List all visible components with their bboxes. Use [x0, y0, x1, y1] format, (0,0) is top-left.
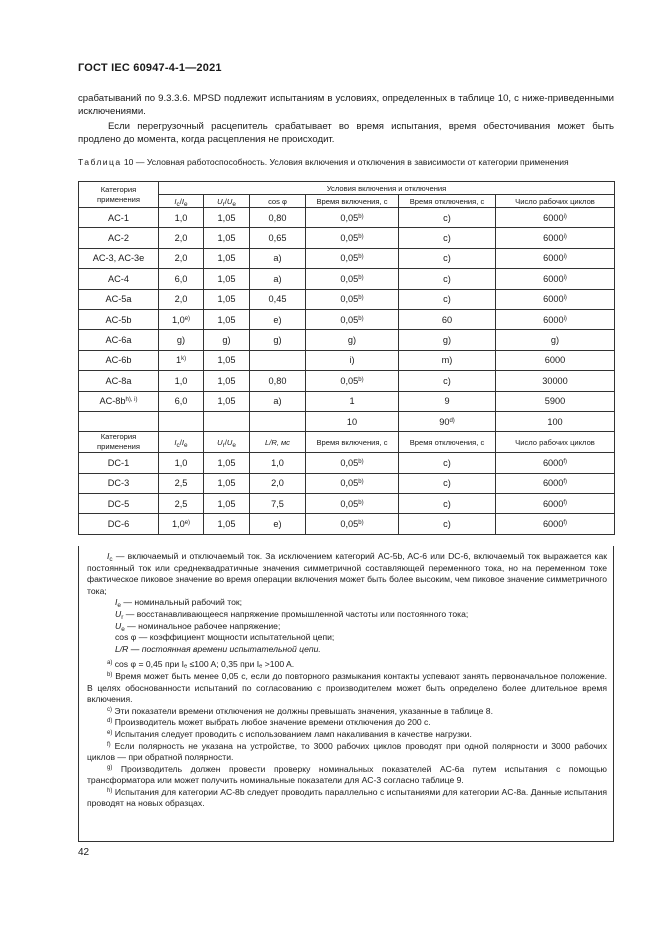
break-time-cell: c)	[399, 514, 496, 534]
category-cell	[79, 411, 159, 431]
col-break-time: Время отключения, с	[399, 195, 496, 208]
ic-ie-cell: 1$^{k)}$	[159, 350, 204, 370]
conditions-group-header: Условия включения и отключения	[159, 182, 615, 195]
ur-ue-cell: 1,05	[204, 350, 250, 370]
break-time-cell: c)	[399, 494, 496, 514]
cycles-cell: 6000$^{i)}$	[496, 248, 615, 268]
cos-phi-cell	[250, 350, 306, 370]
table-row	[79, 514, 615, 534]
ic-ie-cell: 2,0	[159, 228, 204, 248]
lr-cell: 1,0	[250, 453, 306, 473]
table-row	[79, 289, 615, 309]
make-time-cell: 0,05$^{b)}$	[306, 208, 399, 228]
ur-ue-cell: 1,05	[204, 514, 250, 534]
ur-ue-cell: g)	[204, 330, 250, 350]
make-time-cell: 0,05$^{b)}$	[306, 453, 399, 473]
footnote-a: $^{a)}$ cos φ = 0,45 при Iₑ ≤100 A; 0,35 при Iₑ >100 A.	[107, 659, 295, 670]
make-time-cell: 0,05$^{b)}$	[306, 228, 399, 248]
table-row	[79, 208, 615, 228]
col-make-time: Время включения, с	[306, 195, 399, 208]
cycles-cell: 6000$^{f)}$	[496, 514, 615, 534]
table-caption	[78, 157, 614, 168]
make-time-cell: 0,05$^{b)}$	[306, 514, 399, 534]
note-ie: $I_e$ — номинальный рабочий ток;	[115, 597, 242, 610]
footnote-d: $^{d)}$ Производитель может выбрать любое значение времени отключения до 200 с.	[107, 717, 431, 728]
break-time-cell: c)	[399, 208, 496, 228]
ic-ie-cell: 2,0	[159, 289, 204, 309]
cycles-cell: 5900	[496, 391, 615, 411]
col-lr: L/R, мс	[250, 432, 306, 453]
table-row	[79, 228, 615, 248]
category-cell: AC-6b	[79, 350, 159, 370]
ic-ie-cell: 2,0	[159, 248, 204, 268]
col-ur-ue: $U_r/U_e$	[204, 195, 250, 208]
break-time-cell: g)	[399, 330, 496, 350]
ur-ue-cell	[204, 411, 250, 431]
lr-cell: 7,5	[250, 494, 306, 514]
cycles-cell: 6000$^{i)}$	[496, 289, 615, 309]
col-ic-ie: $I_c/I_e$	[159, 195, 204, 208]
cycles-cell: 6000$^{f)}$	[496, 494, 615, 514]
table-row	[79, 494, 615, 514]
category-header-dc: Категория применения	[79, 432, 159, 453]
note-lr: L/R — постоянная времени испытательной цепи.	[115, 643, 321, 654]
ic-ie-cell	[159, 411, 204, 431]
break-time-cell: 9	[399, 391, 496, 411]
ur-ue-cell: 1,05	[204, 494, 250, 514]
footnote-g: $^{g)}$ Производитель должен провести проверку номинальных показателей AC-6a путем испытания с помощью трансформатора или может получить номинальные показатели для AC-3 согласно таблице 9.	[87, 763, 608, 786]
col-cycles-dc: Число рабочих циклов	[496, 432, 615, 453]
note-cos: cos φ — коэффициент мощности испытательной цепи;	[115, 632, 335, 643]
table-row	[79, 269, 615, 289]
cycles-cell: 100	[496, 411, 615, 431]
make-time-cell: 0,05$^{b)}$	[306, 309, 399, 329]
col-cos-phi: cos φ	[250, 195, 306, 208]
ic-ie-cell: 2,5	[159, 494, 204, 514]
category-header: Категория применения	[79, 182, 159, 208]
table-row	[79, 330, 615, 350]
cos-phi-cell: 0,80	[250, 371, 306, 391]
ur-ue-cell: 1,05	[204, 248, 250, 268]
category-cell: DC-1	[79, 453, 159, 473]
table-row	[79, 248, 615, 268]
table-caption-text: 10 — Условная работоспособность. Условия включения и отключения в зависимости от категории применения	[123, 157, 569, 167]
break-time-cell: 90$^{d)}$	[399, 411, 496, 431]
ur-ue-cell: 1,05	[204, 269, 250, 289]
category-cell: $AC-8b^{h), i)}$	[79, 391, 159, 411]
cos-phi-cell: a)	[250, 391, 306, 411]
break-time-cell: c)	[399, 371, 496, 391]
ur-ue-cell: 1,05	[204, 309, 250, 329]
ur-ue-cell: 1,05	[204, 289, 250, 309]
cycles-cell: 6000$^{i)}$	[496, 208, 615, 228]
lr-cell: e)	[250, 514, 306, 534]
note-ue: $U_e$ — номинальное рабочее напряжение;	[115, 620, 281, 633]
cycles-cell: 6000$^{i)}$	[496, 269, 615, 289]
cycles-cell: g)	[496, 330, 615, 350]
table-row	[79, 473, 615, 493]
cos-phi-cell: 0,45	[250, 289, 306, 309]
category-cell: DC-3	[79, 473, 159, 493]
col-make-time-dc: Время включения, с	[306, 432, 399, 453]
category-cell: AC-8a	[79, 371, 159, 391]
make-time-cell: g)	[306, 330, 399, 350]
footnote-f: $^{f)}$ Если полярность не указана на устройстве, то 3000 рабочих циклов проводят при одной полярности и 3000 рабочих циклов — при обратной полярности.	[87, 740, 607, 763]
ic-ie-cell: 1,0	[159, 208, 204, 228]
ic-ie-cell: 6,0	[159, 269, 204, 289]
make-time-cell: i)	[306, 350, 399, 370]
category-cell: AC-1	[79, 208, 159, 228]
col-cycles: Число рабочих циклов	[496, 195, 615, 208]
cos-phi-cell: 0,65	[250, 228, 306, 248]
break-time-cell: m)	[399, 350, 496, 370]
break-time-cell: c)	[399, 289, 496, 309]
category-cell: AC-3, AC-3e	[79, 248, 159, 268]
note-ur: $U_r$ — восстанавливающееся напряжение промышленной частоты или постоянного тока;	[115, 608, 469, 621]
ic-ie-cell: 6,0	[159, 391, 204, 411]
category-cell: DC-5	[79, 494, 159, 514]
break-time-cell: 60	[399, 309, 496, 329]
ic-ie-cell: 1,0	[159, 371, 204, 391]
make-time-cell: 0,05$^{b)}$	[306, 269, 399, 289]
lr-cell: 2,0	[250, 473, 306, 493]
category-cell: AC-2	[79, 228, 159, 248]
table-row	[79, 411, 615, 431]
break-time-cell: c)	[399, 228, 496, 248]
table-row	[79, 309, 615, 329]
make-time-cell: 0,05$^{b)}$	[306, 494, 399, 514]
category-cell: AC-4	[79, 269, 159, 289]
page-number: 42	[78, 847, 90, 858]
cos-phi-cell: g)	[250, 330, 306, 350]
make-time-cell: 0,05$^{b)}$	[306, 248, 399, 268]
ic-ie-cell: g)	[159, 330, 204, 350]
footnote-e: $^{e)}$ Испытания следует проводить с использованием ламп накаливания в качестве нагрузки.	[107, 728, 472, 739]
ic-ie-cell: 1,0$^{e)}$	[159, 514, 204, 534]
ur-ue-cell: 1,05	[204, 208, 250, 228]
footnote-b: $^{b)}$ Время может быть менее 0,05 с, если до повторного размыкания контакты успевают занять первоначальное положение. В целях обоснованности испытаний по согласованию с производителем может быть определено более длительное время включения.	[87, 670, 607, 705]
category-cell: AC-5b	[79, 309, 159, 329]
cos-phi-cell	[250, 411, 306, 431]
paragraph-exceptions: срабатываний по 9.3.3.6. MPSD подлежит испытаниям в условиях, определенных в таблице 10, с ниже-приведенными исключениями.	[78, 93, 614, 117]
break-time-cell: c)	[399, 473, 496, 493]
note-ic: $I_c$ — включаемый и отключаемый ток. За исключением категорий AC-5b, AC-6 или DC-6, включаемый ток выражается как постоянный ток или среднеквадратичные значения симметричной составляющей переменного тока, но на переменном токе фактическое пиковое значение во время операции включения может быть более высоким, чем пиковое значение симметричного тока;	[87, 551, 607, 596]
cos-phi-cell: a)	[250, 269, 306, 289]
make-time-cell: 1	[306, 391, 399, 411]
table-notes	[78, 546, 614, 842]
break-time-cell: c)	[399, 453, 496, 473]
cos-phi-cell: 0,80	[250, 208, 306, 228]
document-header: ГОСТ IEC 60947-4-1—2021	[78, 62, 222, 74]
col-break-time-dc: Время отключения, с	[399, 432, 496, 453]
table-row	[79, 371, 615, 391]
footnote-c: $^{c)}$ Эти показатели времени отключения не должны превышать значения, указанные в таблице 8.	[107, 705, 493, 716]
cos-phi-cell: e)	[250, 309, 306, 329]
cos-phi-cell: a)	[250, 248, 306, 268]
table-row	[79, 350, 615, 370]
ur-ue-cell: 1,05	[204, 371, 250, 391]
cycles-cell: 6000$^{f)}$	[496, 453, 615, 473]
make-time-cell: 0,05$^{b)}$	[306, 289, 399, 309]
ur-ue-cell: 1,05	[204, 391, 250, 411]
paragraph-overload-release: Если перегрузочный расцепитель срабатывает во время испытания, время обесточивания может быть продлено до момента, когда расцепления не происходит.	[78, 121, 614, 145]
category-cell: DC-6	[79, 514, 159, 534]
category-cell: AC-5a	[79, 289, 159, 309]
cycles-cell: 30000	[496, 371, 615, 391]
ic-ie-cell: 1,0$^{e)}$	[159, 309, 204, 329]
col-ur-ue-dc: $U_r/U_e$	[204, 432, 250, 453]
break-time-cell: c)	[399, 248, 496, 268]
break-time-cell: c)	[399, 269, 496, 289]
table-row	[79, 391, 615, 411]
col-ic-ie-dc: $I_c/I_e$	[159, 432, 204, 453]
make-time-cell: 10	[306, 411, 399, 431]
cycles-cell: 6000$^{i)}$	[496, 228, 615, 248]
ic-ie-cell: 1,0	[159, 453, 204, 473]
cycles-cell: 6000$^{i)}$	[496, 309, 615, 329]
ur-ue-cell: 1,05	[204, 228, 250, 248]
cycles-cell: 6000	[496, 350, 615, 370]
ur-ue-cell: 1,05	[204, 453, 250, 473]
ic-ie-cell: 2,5	[159, 473, 204, 493]
table-caption-word: Таблица	[78, 157, 122, 167]
footnote-h: $^{h)}$ Испытания для категории AC-8b следует проводить параллельно с испытаниями для категории AC-8a. Данные испытания проводят на новых образцах.	[87, 786, 607, 809]
ur-ue-cell: 1,05	[204, 473, 250, 493]
make-time-cell: 0,05$^{b)}$	[306, 473, 399, 493]
cycles-cell: 6000$^{f)}$	[496, 473, 615, 493]
make-time-cell: 0,05$^{b)}$	[306, 371, 399, 391]
category-cell: AC-6a	[79, 330, 159, 350]
table-row	[79, 453, 615, 473]
performance-table	[78, 181, 615, 535]
